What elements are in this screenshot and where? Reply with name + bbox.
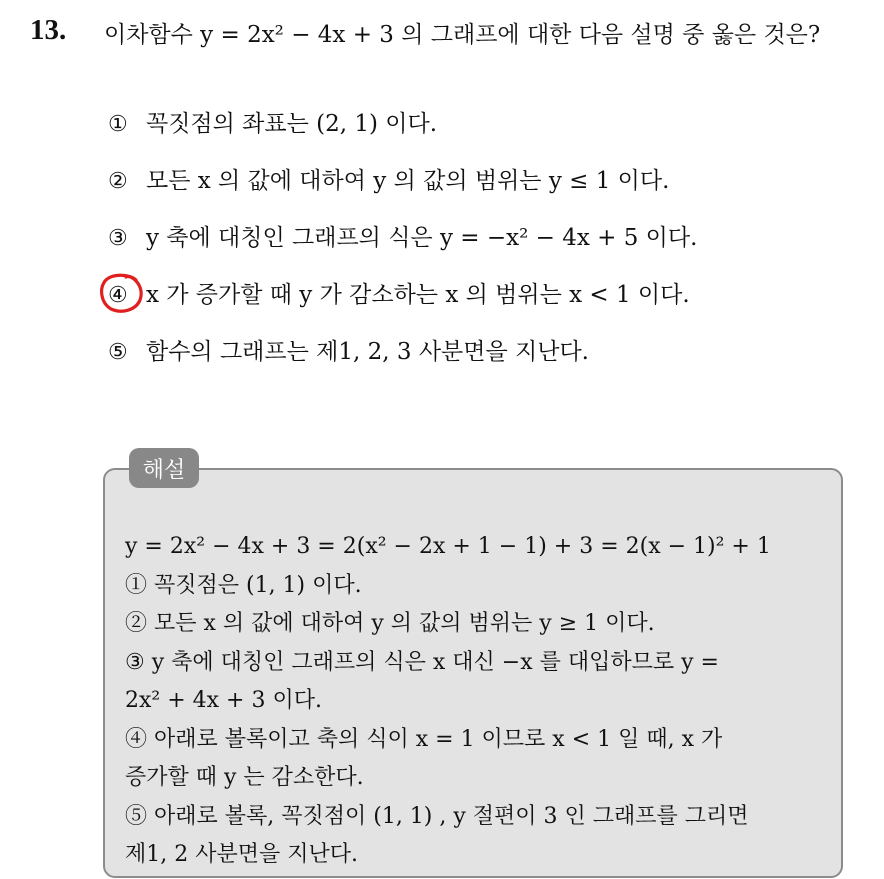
explanation-label: 해설 — [129, 448, 199, 488]
explanation-line: y = 2x² − 4x + 3 = 2(x² − 2x + 1 − 1) + 3 = 2(x − 1)² + 1 — [125, 534, 771, 559]
choice-mark: ① — [108, 112, 128, 137]
explanation-line: ① 꼭짓점은 (1, 1) 이다. — [125, 572, 362, 598]
choice-text: 함수의 그래프는 제1, 2, 3 사분면을 지난다. — [146, 339, 589, 365]
choice-3[interactable] — [108, 220, 697, 277]
explanation-line: 2x² + 4x + 3 이다. — [125, 688, 322, 713]
choice-mark: ③ — [108, 226, 128, 251]
choice-mark: ⑤ — [108, 340, 128, 365]
explanation-line: ④ 아래로 볼록이고 축의 식이 x = 1 이므로 x < 1 일 때, x 가 — [125, 726, 723, 752]
choice-mark: ② — [108, 169, 128, 194]
explanation-box — [103, 468, 843, 878]
explanation-section — [103, 448, 843, 878]
choice-text: 꼭짓점의 좌표는 (2, 1) 이다. — [146, 111, 438, 137]
choice-text: y 축에 대칭인 그래프의 식은 y = −x² − 4x + 5 이다. — [146, 225, 698, 251]
explanation-body — [125, 528, 825, 875]
choice-4[interactable] — [108, 277, 697, 334]
choice-1[interactable] — [108, 106, 697, 163]
choice-5[interactable] — [108, 334, 697, 391]
choice-text: 모든 x 의 값에 대하여 y 의 값의 범위는 y ≤ 1 이다. — [146, 168, 670, 194]
choice-2[interactable] — [108, 163, 697, 220]
explanation-line: ⑤ 아래로 볼록, 꼭짓점이 (1, 1) , y 절편이 3 인 그래프를 그리면 — [125, 803, 749, 829]
explanation-line: 제1, 2 사분면을 지난다. — [125, 842, 358, 867]
explanation-line: ③ y 축에 대칭인 그래프의 식은 x 대신 −x 를 대입하므로 y = — [125, 649, 719, 675]
choice-mark: ④ — [108, 283, 128, 308]
explanation-line: ② 모든 x 의 값에 대하여 y 의 값의 범위는 y ≥ 1 이다. — [125, 611, 655, 636]
choice-text: x 가 증가할 때 y 가 감소하는 x 의 범위는 x < 1 이다. — [146, 282, 690, 308]
question-number: 13. — [30, 14, 67, 46]
explanation-line: 증가할 때 y 는 감소한다. — [125, 765, 364, 790]
question-text: 이차함수 y = 2x² − 4x + 3 의 그래프에 대한 다음 설명 중 옳은 것은? — [104, 22, 821, 48]
choice-list — [108, 106, 697, 391]
